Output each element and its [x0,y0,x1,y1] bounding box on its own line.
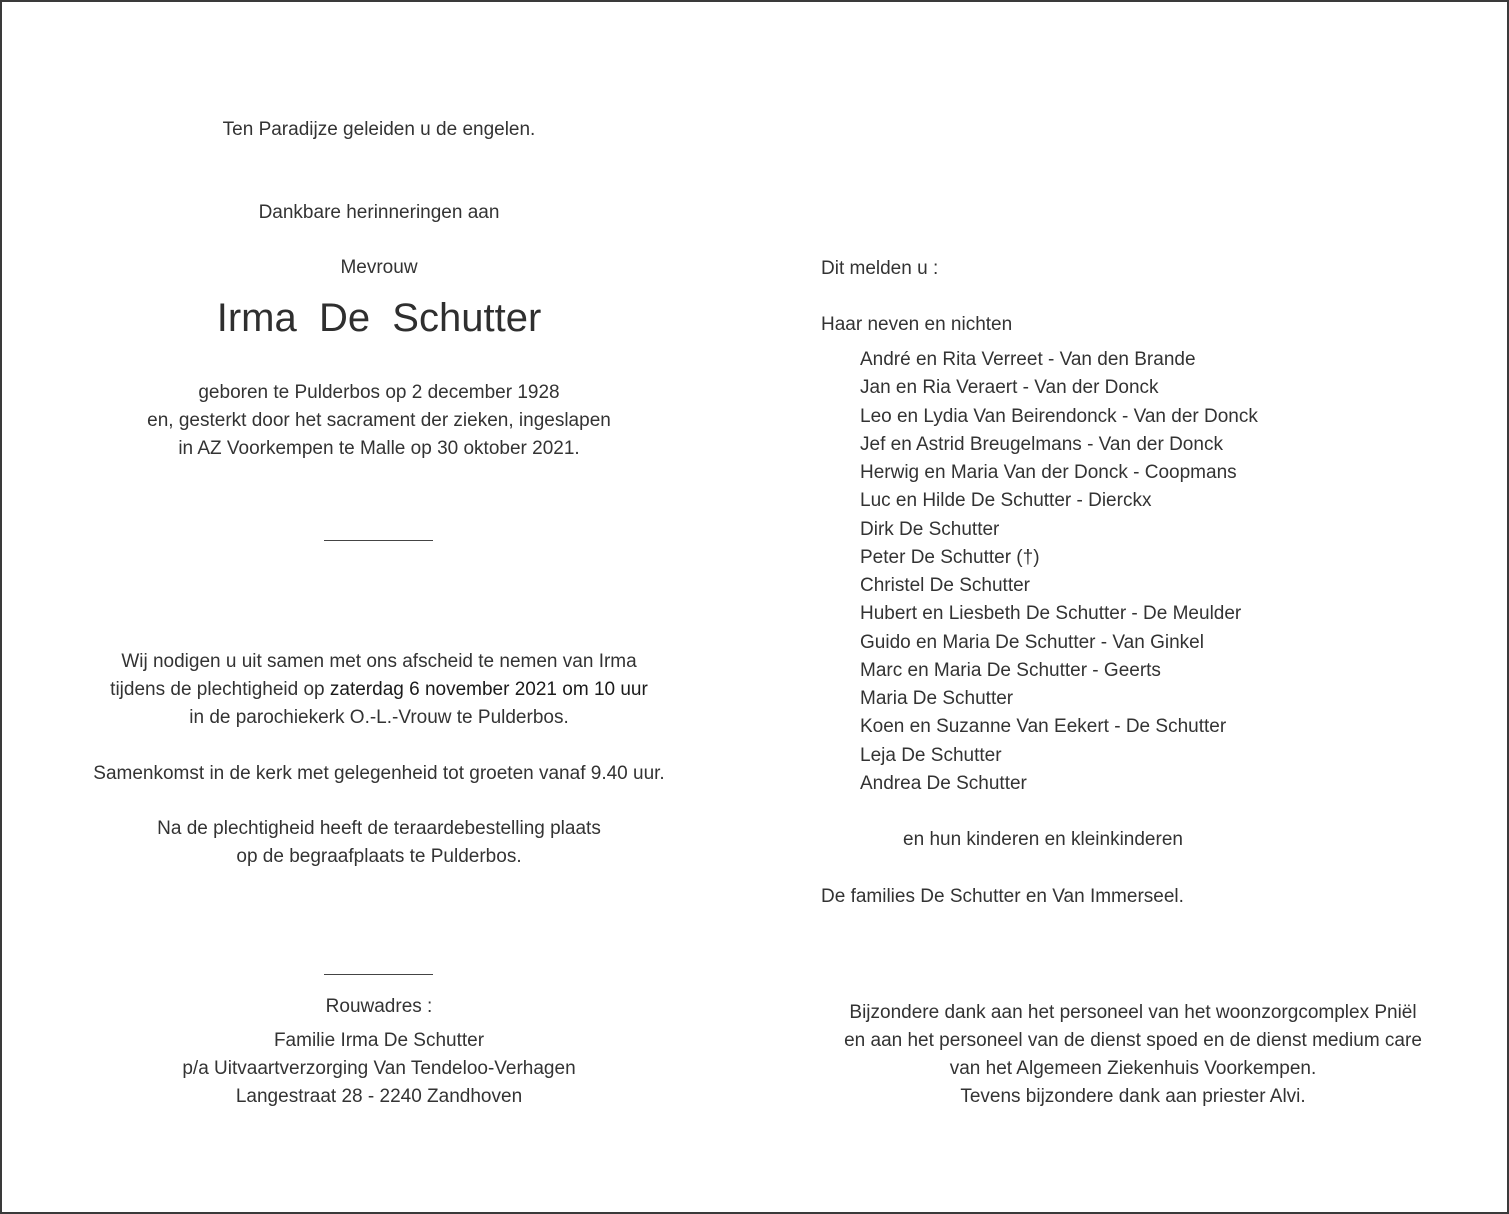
list-item: Dirk De Schutter [860,518,1000,540]
list-item: Leo en Lydia Van Beirendonck - Van der Donck [860,405,1258,427]
gathering-text: Samenkomst in de kerk met gelegenheid tot groeten vanaf 9.40 uur. [93,763,665,784]
announce-text: Dit melden u : [821,258,939,279]
children-text: en hun kinderen en kleinkinderen [903,829,1183,850]
address-line: p/a Uitvaartverzorging Van Tendeloo-Verhagen [182,1058,576,1079]
relatives-list [860,346,1258,798]
motto: Ten Paradijze geleiden u de engelen. [222,119,536,140]
address-label: Rouwadres : [325,996,433,1017]
intro-text: Dankbare herinneringen aan [258,202,500,223]
birth-line: geboren te Pulderbos op 2 december 1928 [198,382,560,403]
list-item: Jan en Ria Veraert - Van der Donck [860,377,1159,399]
invite-line: Wij nodigen u uit samen met ons afscheid te nemen van Irma [121,651,637,672]
burial-line: op de begraafplaats te Pulderbos. [236,846,522,867]
thanks-line: Bijzondere dank aan het personeel van het woonzorgcomplex Pniël [849,1002,1417,1023]
families-text: De families De Schutter en Van Immerseel. [821,886,1184,907]
list-item: Andrea De Schutter [860,772,1027,794]
list-item: Guido en Maria De Schutter - Van Ginkel [860,631,1204,653]
list-item: Marc en Maria De Schutter - Geerts [860,659,1161,681]
list-item: Jef en Astrid Breugelmans - Van der Donck [860,433,1223,455]
thanks-line: van het Algemeen Ziekenhuis Voorkempen. [949,1058,1317,1079]
list-item: Leja De Schutter [860,744,1002,766]
list-item: Maria De Schutter [860,688,1014,710]
address-line: Familie Irma De Schutter [273,1030,485,1051]
ceremony-date: zaterdag 6 november 2021 om 10 uur [329,679,648,700]
list-item: André en Rita Verreet - Van den Brande [860,349,1196,370]
birth-line: in AZ Voorkempen te Malle op 30 oktober 2021. [178,438,580,459]
list-item: Christel De Schutter [860,575,1031,597]
birth-line: en, gesterkt door het sacrament der zieken, ingeslapen [147,410,611,431]
burial-line: Na de plechtigheid heeft de teraardebestelling plaats [157,818,601,839]
invite-prefix: tijdens de plechtigheid op [110,679,330,700]
honorific: Mevrouw [340,257,418,278]
list-item: Hubert en Liesbeth De Schutter - De Meulder [860,603,1242,625]
thanks-line: Tevens bijzondere dank aan priester Alvi. [960,1086,1306,1107]
relatives-heading: Haar neven en nichten [821,314,1013,335]
divider-line [324,974,433,975]
address-line: Langestraat 28 - 2240 Zandhoven [235,1086,523,1107]
deceased-name: Irma De Schutter [216,296,542,340]
list-item: Luc en Hilde De Schutter - Dierckx [860,490,1152,512]
invite-line [110,676,648,704]
invite-line: in de parochiekerk O.-L.-Vrouw te Pulderbos. [189,707,569,728]
divider-line [324,540,433,541]
list-item: Herwig en Maria Van der Donck - Coopmans [860,462,1237,484]
list-item: Peter De Schutter (†) [860,546,1040,568]
list-item: Koen en Suzanne Van Eekert - De Schutter [860,716,1227,738]
thanks-line: en aan het personeel van de dienst spoed en de dienst medium care [844,1030,1422,1051]
